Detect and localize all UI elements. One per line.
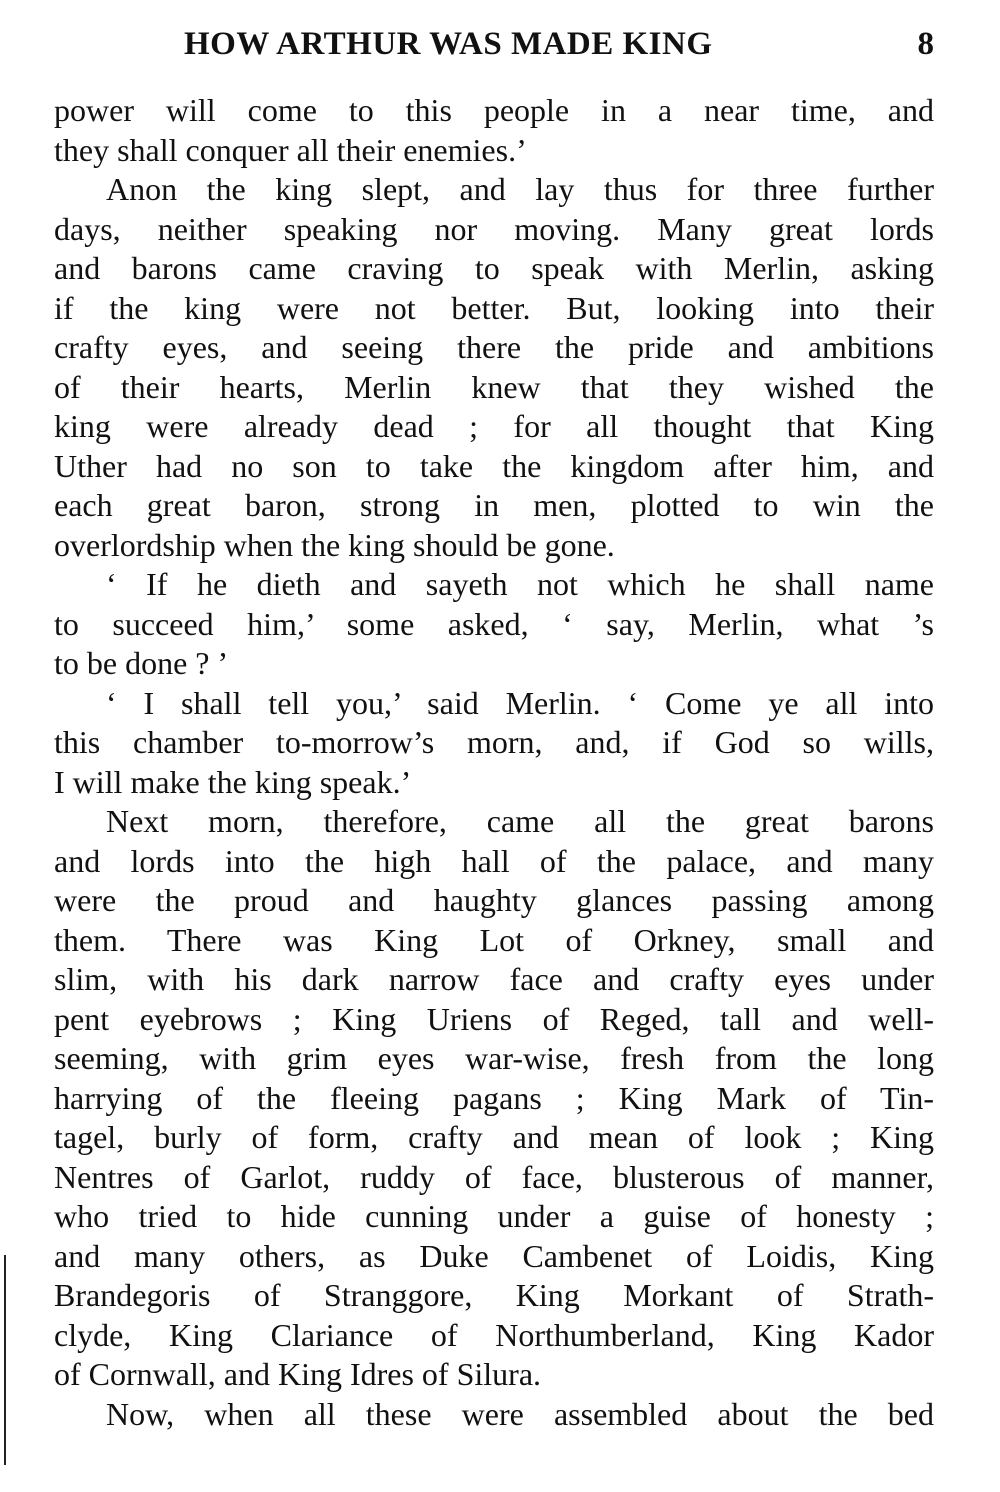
text-line: of their hearts, Merlin knew that they wished the bbox=[54, 368, 934, 405]
text-line: this chamber to-morrow’s morn, and, if God so wills, bbox=[54, 724, 934, 760]
text-line: Nentres of Garlot, ruddy of face, blusterous of manner, bbox=[54, 1158, 934, 1195]
text-line: ‘ I shall tell you,’ said Merlin. ‘ Come ye all into bbox=[106, 684, 934, 721]
text-line: ‘ If he dieth and sayeth not which he shall name bbox=[106, 566, 934, 602]
text-line: seeming, with grim eyes war-wise, fresh from the long bbox=[54, 1040, 934, 1076]
text-line: I will make the king speak.’ bbox=[54, 763, 412, 800]
body-text bbox=[54, 91, 934, 1434]
text-line: power will come to this people in a near time, and bbox=[54, 92, 934, 128]
page-number: 8 bbox=[917, 26, 934, 62]
text-line: they shall conquer all their enemies.’ bbox=[54, 131, 527, 168]
text-line: and lords into the high hall of the palace, and many bbox=[54, 842, 934, 879]
text-line: Now, when all these were assembled about the bed bbox=[106, 1395, 934, 1432]
text-line: king were already dead ; for all thought that King bbox=[54, 408, 934, 444]
text-line: and many others, as Duke Cambenet of Loidis, King bbox=[54, 1237, 934, 1274]
text-line: if the king were not better. But, looking into their bbox=[54, 289, 934, 326]
text-line: of Cornwall, and King Idres of Silura. bbox=[54, 1356, 542, 1392]
text-line: Anon the king slept, and lay thus for three further bbox=[106, 171, 934, 207]
text-line: to succeed him,’ some asked, ‘ say, Merlin, what ’s bbox=[54, 605, 934, 642]
text-line: clyde, King Clariance of Northumberland, King Kador bbox=[54, 1316, 934, 1353]
text-line: who tried to hide cunning under a guise of honesty ; bbox=[54, 1198, 934, 1234]
text-line: crafty eyes, and seeing there the pride and ambitions bbox=[54, 329, 934, 365]
text-line: harrying of the fleeing pagans ; King Mark of Tin- bbox=[54, 1079, 934, 1116]
text-line: days, neither speaking nor moving. Many great lords bbox=[54, 210, 934, 247]
text-line: them. There was King Lot of Orkney, small and bbox=[54, 921, 934, 958]
text-line: Brandegoris of Stranggore, King Morkant of Strath- bbox=[54, 1277, 934, 1313]
running-head bbox=[54, 26, 934, 72]
text-line: and barons came craving to speak with Merlin, asking bbox=[54, 250, 934, 286]
binding-edge-line bbox=[4, 1255, 6, 1465]
text-line: overlordship when the king should be gone. bbox=[54, 526, 615, 563]
chapter-title: HOW ARTHUR WAS MADE KING bbox=[184, 26, 713, 62]
text-line: pent eyebrows ; King Uriens of Reged, tall and well- bbox=[54, 1000, 934, 1037]
text-line: Uther had no son to take the kingdom after him, and bbox=[54, 447, 934, 484]
text-line: Next morn, therefore, came all the great barons bbox=[106, 803, 934, 839]
text-line: to be done ? ’ bbox=[54, 645, 229, 681]
text-line: were the proud and haughty glances passing among bbox=[54, 882, 934, 918]
text-line: each great baron, strong in men, plotted to win the bbox=[54, 487, 934, 523]
text-line: tagel, burly of form, crafty and mean of look ; King bbox=[54, 1119, 934, 1155]
text-line: slim, with his dark narrow face and crafty eyes under bbox=[54, 961, 934, 997]
